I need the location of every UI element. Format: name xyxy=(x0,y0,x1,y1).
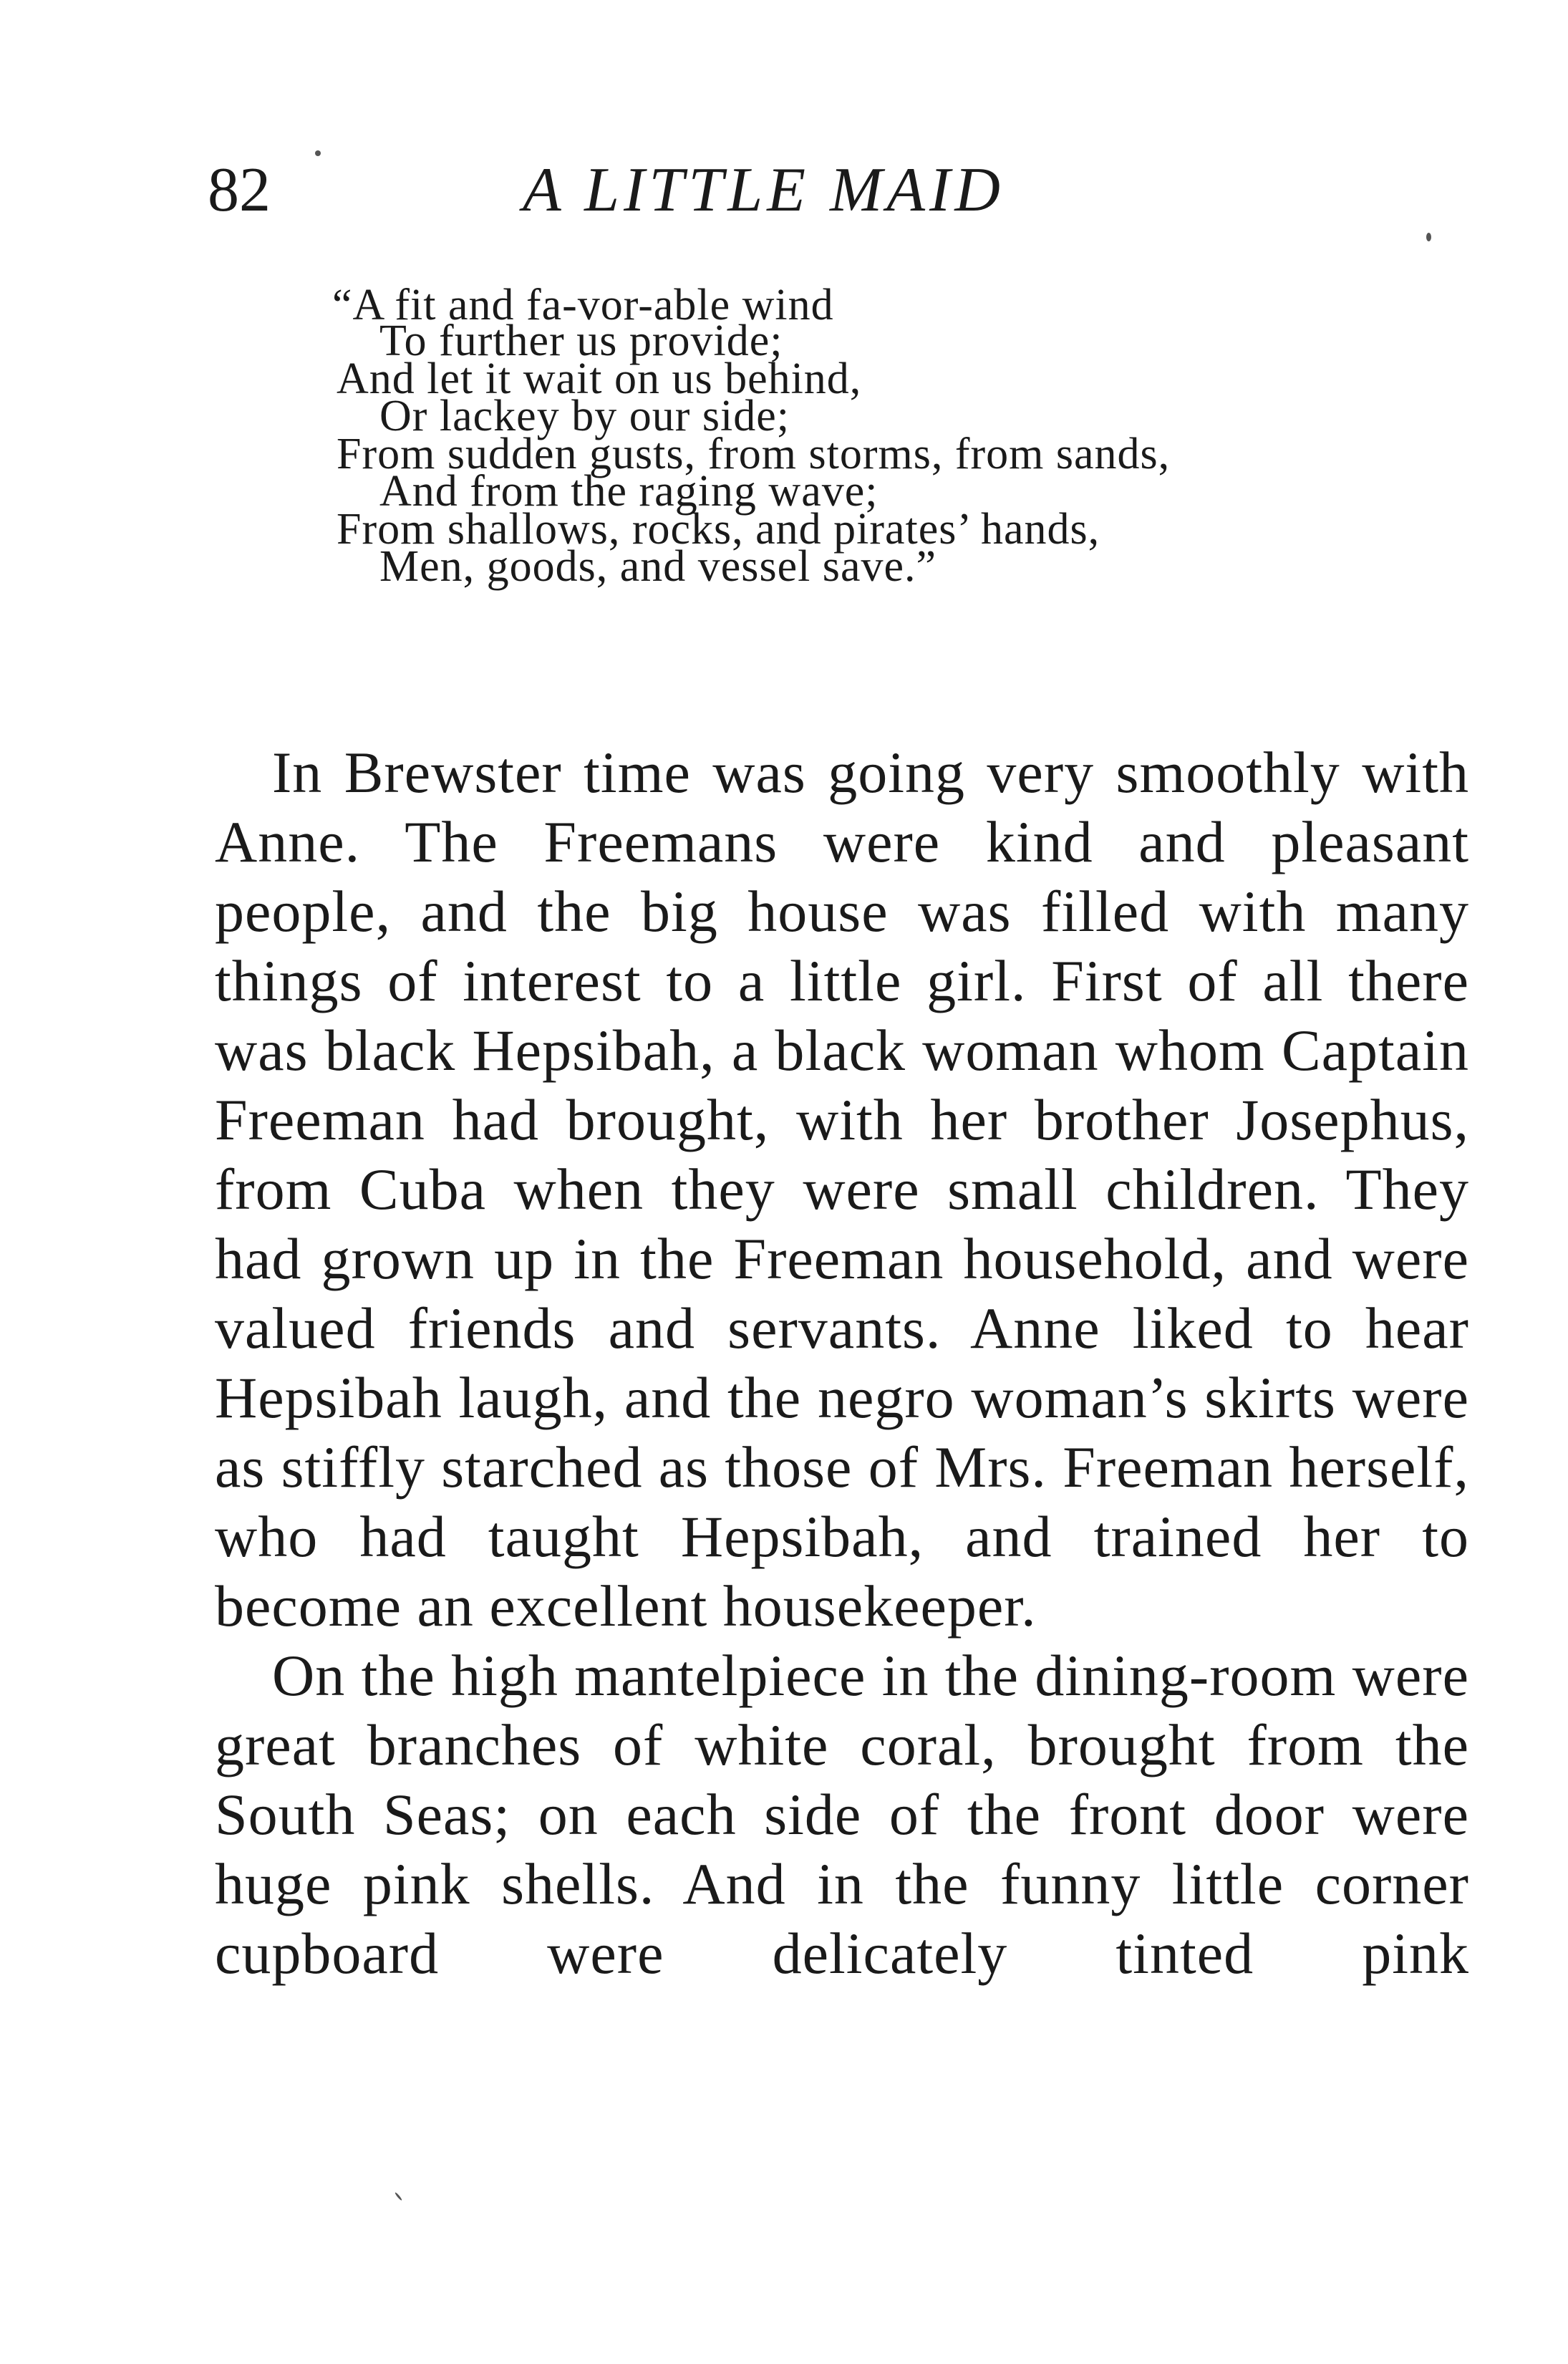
running-title: A LITTLE MAID xyxy=(523,155,1005,225)
prose-block xyxy=(215,738,1469,1988)
paragraph: On the high mantelpiece in the dining-room were great branches of white coral, brought from the South Seas; on each side of the front door were huge pink shells. And in the funny little corner cupboard were delicately tinted pink xyxy=(215,1643,1469,1986)
verse-line: From sudden gusts, from storms, from sands, xyxy=(337,430,1171,478)
ink-speck xyxy=(395,2192,402,2201)
paragraph: In Brewster time was going very smoothly with Anne. The Freemans were kind and pleasant people, and the big house was filled with many things of interest to a little girl. First of all there was black Hepsibah, a black woman whom Captain Freeman had brought, with her brother Josephus, from Cuba when they were small children. They had grown up in the Freeman household, and were valued friends and servants. Anne liked to hear Hepsibah laugh, and the negro woman’s skirts were as stiffly starched as those of Mrs. Freeman herself, who had taught Hepsibah, and trained her to become an excellent housekeeper. xyxy=(215,740,1469,1639)
verse-line: Or lackey by our side; xyxy=(379,392,790,440)
verse-line: “A fit and fa-vor-able wind xyxy=(332,281,834,329)
verse-line: From shallows, rocks, and pirates’ hands, xyxy=(337,505,1100,554)
verse-line: To further us provide; xyxy=(379,317,783,365)
ink-speck xyxy=(315,150,321,156)
verse-line: And let it wait on us behind, xyxy=(337,354,862,403)
verse-line: And from the raging wave; xyxy=(379,467,879,516)
ink-speck xyxy=(1426,233,1431,241)
page-number: 82 xyxy=(208,155,271,225)
verse-line: Men, goods, and vessel save.” xyxy=(379,542,937,591)
